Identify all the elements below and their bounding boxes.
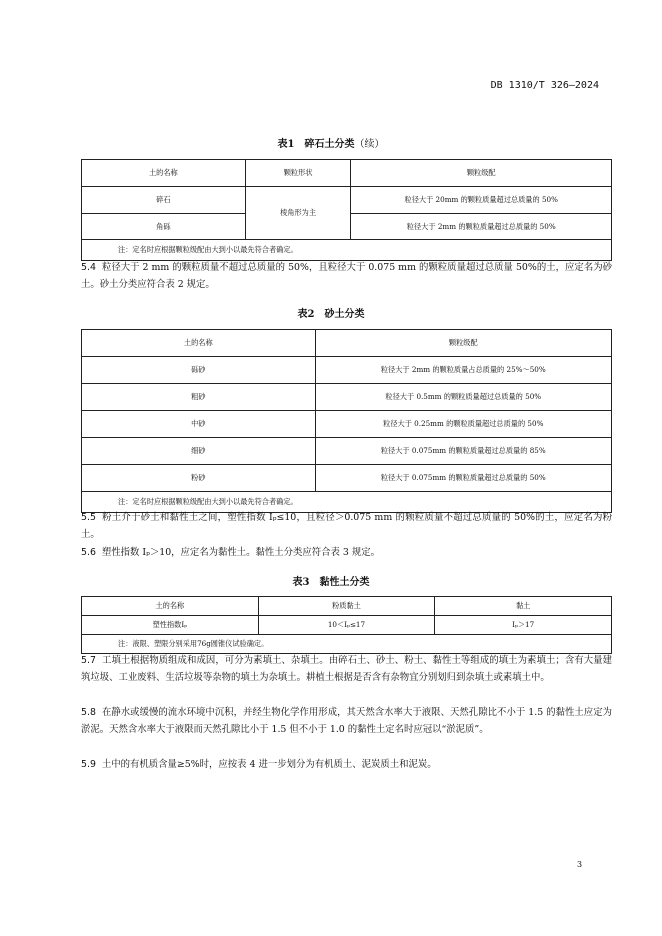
table1-row (82, 187, 612, 214)
table3-note-row (82, 635, 612, 654)
clause-text: 工填土根据物质组成和成因，可分为素填土、杂填土。由碎石土、砂土、粉土、黏性土等组成的填土为素填土；含有大量建筑垃圾、工业废料、生活垃圾等杂物的填土为杂填土。耕植土根据是否含有杂物宜分别划归到杂填土或素填土中。 (81, 655, 612, 683)
table3-cell: 10＜Iₚ≤17 (258, 616, 435, 635)
grading-cell: 粒径大于 20mm 的颗粒质量超过总质量的 50% (351, 187, 612, 214)
paragraph-5-4 (81, 260, 612, 293)
table1-note-row (82, 240, 612, 261)
clause-number: 5.7 (81, 655, 96, 666)
paragraph-5-6 (81, 545, 612, 562)
table2-header-row (82, 330, 612, 357)
soil-name-cell: 中砂 (82, 411, 316, 438)
table3-cell: Iₚ＞17 (435, 616, 612, 635)
table1-note: 注：定名时应根据颗粒级配由大到小以最先符合者确定。 (82, 240, 612, 261)
table3-row (82, 616, 612, 635)
soil-name-cell: 碎石 (82, 187, 246, 214)
grading-cell: 粒径大于 2mm 的颗粒质量超过总质量的 50% (351, 214, 612, 240)
clause-number: 5.9 (81, 759, 96, 770)
grading-cell: 粒径大于 0.075mm 的颗粒质量超过总质量的 85% (315, 438, 611, 465)
soil-name-cell: 砾砂 (82, 357, 316, 384)
grading-cell: 粒径大于 0.5mm 的颗粒质量超过总质量的 50% (315, 384, 611, 411)
table2-row (82, 384, 612, 411)
clause-number: 5.5 (81, 512, 96, 523)
table1-header-cell: 土的名称 (82, 160, 246, 187)
soil-name-cell: 细砂 (82, 438, 316, 465)
paragraph-5-5 (81, 510, 612, 543)
paragraph-5-7 (81, 653, 612, 686)
clause-text: 塑性指数 Iₚ＞10，应定名为黏性土。黏性土分类应符合表 3 规定。 (101, 547, 380, 558)
soil-name-cell: 角砾 (82, 214, 246, 240)
table2-row (82, 465, 612, 492)
table2-row (82, 357, 612, 384)
clause-number: 5.4 (81, 262, 96, 273)
table2-note: 注：定名时应根据颗粒级配由大到小以最先符合者确定。 (82, 492, 612, 513)
table2-header-cell: 颗粒级配 (315, 330, 611, 357)
table1-header-cell: 颗粒级配 (351, 160, 612, 187)
table2-header-cell: 土的名称 (82, 330, 316, 357)
clause-number: 5.8 (81, 707, 96, 718)
soil-name-cell: 粗砂 (82, 384, 316, 411)
table1-caption (0, 135, 662, 150)
table2-caption: 表2 砂土分类 (297, 309, 365, 320)
clause-text: 土中的有机质含量≥5%时，应按表 4 进一步划分为有机质土、泥炭质土和泥炭。 (101, 759, 437, 770)
table1-header-row (82, 160, 612, 187)
clause-text: 粉土介于砂土和黏性土之间，塑性指数 Iₚ≤10，且粒径＞0.075 mm 的颗粒质量不超过总质量的 50%的土，应定名为粉土。 (81, 512, 612, 540)
table2-row (82, 438, 612, 465)
grading-cell: 粒径大于 0.075mm 的颗粒质量超过总质量的 50% (315, 465, 611, 492)
table3-header-cell: 粉质黏土 (258, 597, 435, 616)
table1-caption-title: 表1 碎石土分类 (277, 139, 355, 150)
clause-text: 在静水或缓慢的流水环境中沉积，并经生物化学作用形成，其天然含水率大于液限、天然孔隙比不小于 1.5 的黏性土应定为淤泥。天然含水率大于液限而天然孔隙比小于 1.5 但不小于 1.0 的黏性土定名时应冠以“淤泥质”。 (81, 707, 612, 735)
table3-cell: 塑性指数Iₚ (82, 616, 259, 635)
table3-header-row (82, 597, 612, 616)
table2 (81, 329, 612, 513)
grain-shape-cell: 棱角形为主 (245, 187, 351, 240)
table1-caption-suffix: （续） (354, 139, 385, 150)
clause-text: 粒径大于 2 mm 的颗粒质量不超过总质量的 50%，且粒径大于 0.075 mm 的颗粒质量超过总质量 50%的土，应定名为砂土。砂土分类应符合表 2 规定。 (81, 262, 612, 290)
soil-name-cell: 粉砂 (82, 465, 316, 492)
table3-header-cell: 黏土 (435, 597, 612, 616)
grading-cell: 粒径大于 0.25mm 的颗粒质量超过总质量的 50% (315, 411, 611, 438)
table1-header-cell: 颗粒形状 (245, 160, 351, 187)
table3-header-cell: 土的名称 (82, 597, 259, 616)
clause-number: 5.6 (81, 547, 96, 558)
document-code: DB 1310/T 326—2024 (490, 80, 599, 91)
table2-row (82, 411, 612, 438)
page-number: 3 (577, 860, 583, 869)
table3-note: 注：液限、塑限分别采用76g圆锥仪试验确定。 (82, 635, 612, 654)
table1 (81, 159, 612, 261)
paragraph-5-9 (81, 757, 612, 774)
paragraph-5-8 (81, 705, 612, 738)
table3 (81, 596, 612, 654)
table3-caption: 表3 黏性土分类 (292, 577, 370, 588)
grading-cell: 粒径大于 2mm 的颗粒质量占总质量的 25%～50% (315, 357, 611, 384)
